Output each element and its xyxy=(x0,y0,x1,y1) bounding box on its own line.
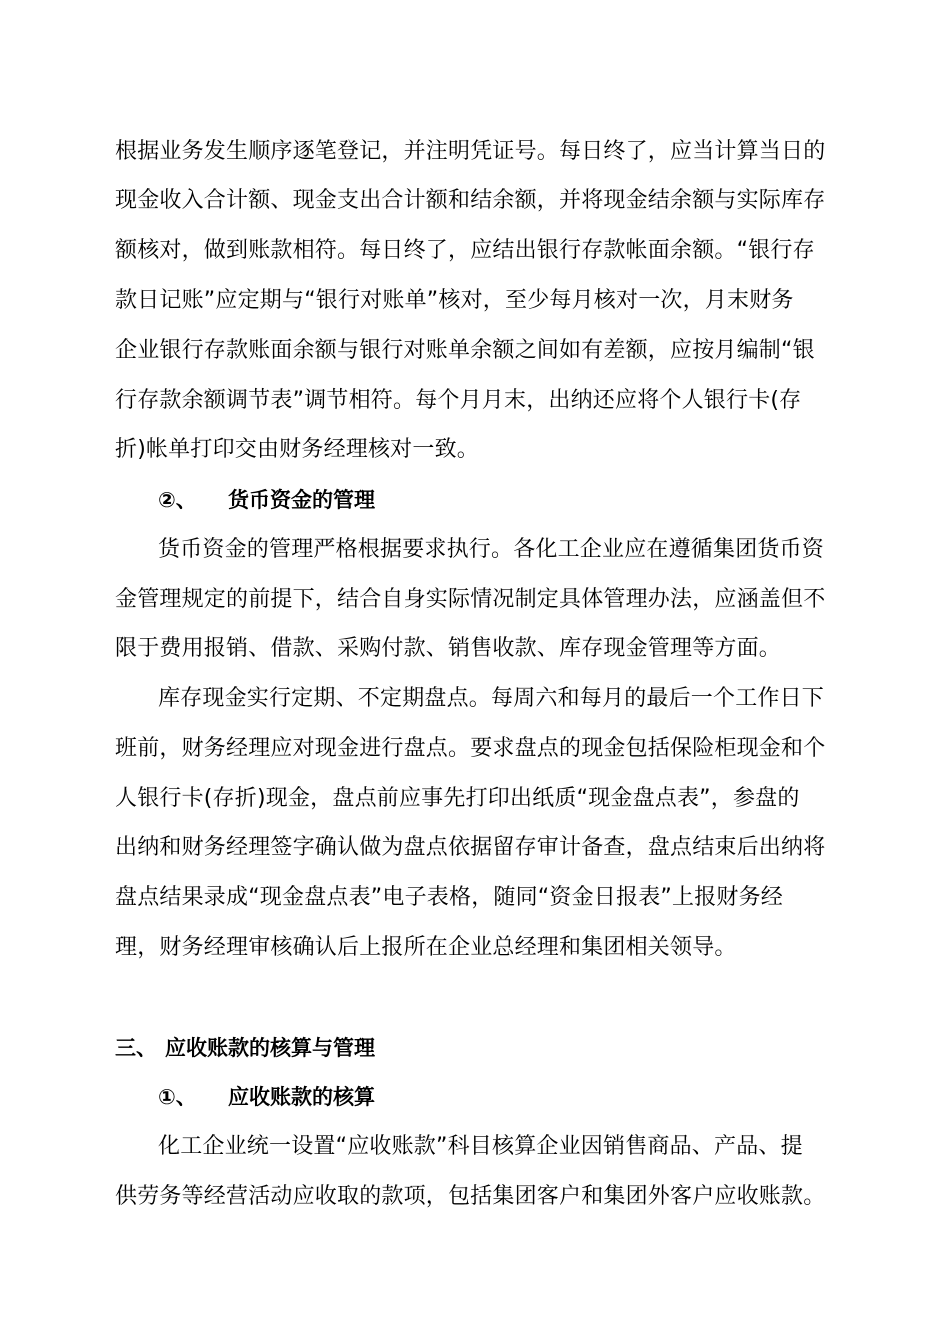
text-line: 限于费用报销、借款、采购付款、销售收款、库存现金管理等方面。 xyxy=(115,636,782,661)
subsection-title: 应收账款的核算 xyxy=(228,1085,375,1109)
text-line: 货币资金的管理严格根据要求执行。各化工企业应在遵循集团货币资 xyxy=(158,537,825,562)
text-line: 行存款余额调节表”调节相符。每个月月末，出纳还应将个人银行卡(存 xyxy=(115,388,802,413)
text-line: 企业银行存款账面余额与银行对账单余额之间如有差额，应按月编制“银 xyxy=(115,338,815,363)
subsection-title: 货币资金的管理 xyxy=(228,488,375,512)
text-line: 额核对，做到账款相符。每日终了，应结出银行存款帐面余额。“银行存 xyxy=(115,238,815,263)
text-line: 库存现金实行定期、不定期盘点。每周六和每月的最后一个工作日下 xyxy=(158,686,825,711)
section-title: 应收账款的核算与管理 xyxy=(165,1036,375,1060)
text-line: 班前，财务经理应对现金进行盘点。要求盘点的现金包括保险柜现金和个 xyxy=(115,736,826,761)
section-number: 三、 xyxy=(115,1036,157,1060)
subsection-number: ①、 xyxy=(158,1085,197,1109)
text-line: 化工企业统一设置“应收账款”科目核算企业因销售商品、产品、提 xyxy=(158,1134,803,1159)
text-line: 理，财务经理审核确认后上报所在企业总经理和集团相关领导。 xyxy=(115,935,737,960)
text-line: 人银行卡(存折)现金，盘点前应事先打印出纸质“现金盘点表”，参盘的 xyxy=(115,786,800,811)
text-line: 供劳务等经营活动应收取的款项，包括集团客户和集团外客户应收账款。 xyxy=(115,1184,826,1209)
text-line: 金管理规定的前提下，结合自身实际情况制定具体管理办法，应涵盖但不 xyxy=(115,587,826,612)
text-line: 现金收入合计额、现金支出合计额和结余额，并将现金结余额与实际库存 xyxy=(115,188,826,213)
text-line: 出纳和财务经理签字确认做为盘点依据留存审计备查，盘点结束后出纳将 xyxy=(115,835,826,860)
text-line: 款日记账”应定期与“银行对账单”核对，至少每月核对一次，月末财务 xyxy=(115,288,794,313)
text-line: 盘点结果录成“现金盘点表”电子表格，随同“资金日报表”上报财务经 xyxy=(115,885,783,910)
text-line: 折)帐单打印交由财务经理核对一致。 xyxy=(115,437,479,462)
subsection-number: ②、 xyxy=(158,488,197,512)
text-line: 根据业务发生顺序逐笔登记，并注明凭证号。每日终了，应当计算当日的 xyxy=(115,139,826,164)
